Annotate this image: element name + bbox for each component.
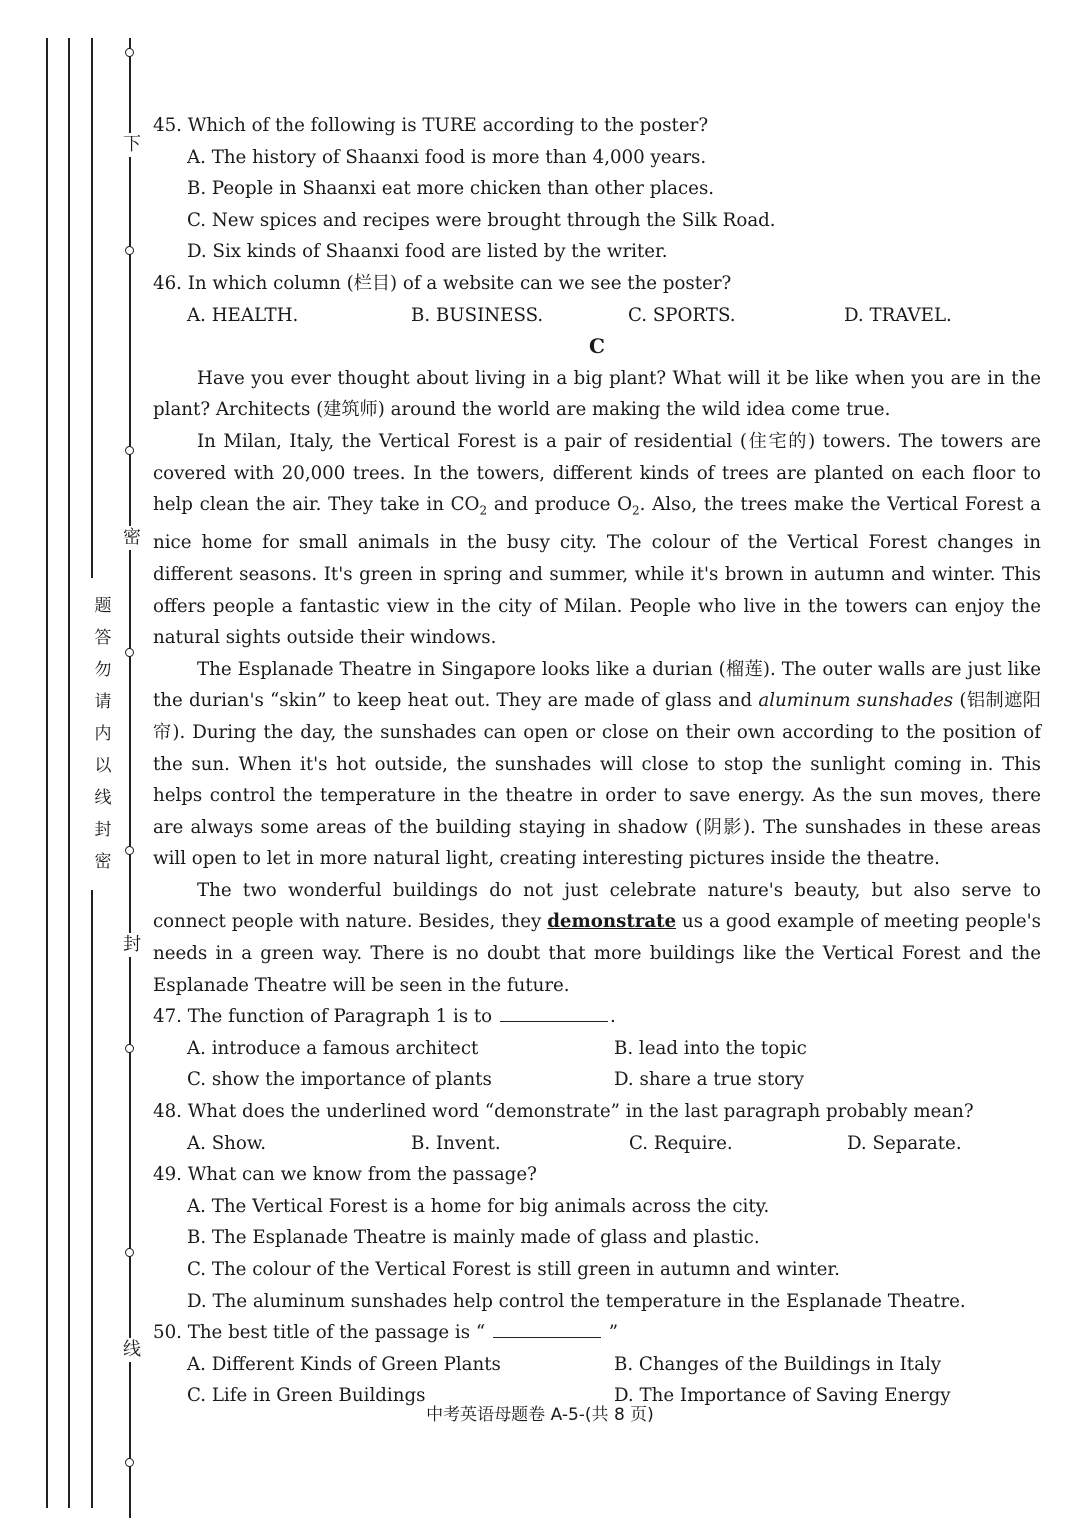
- answer-blank: [500, 1005, 608, 1022]
- paragraph-3: [153, 654, 1041, 875]
- seal-char-xian: 线: [120, 1338, 144, 1362]
- stem-text: 47. The function of Paragraph 1 is to: [153, 1006, 493, 1028]
- note-char: 内: [94, 724, 112, 744]
- binding-line: [46, 38, 48, 1508]
- paragraph-text: us a good example of meeting people's needs in a green way. There is no doubt that more buildings like the Vertical Forest and the Esplanade Theatre will be seen in the future.: [153, 911, 1041, 996]
- option: A. Different Kinds of Green Plants: [187, 1353, 501, 1375]
- seal-char-xia: 下: [120, 133, 144, 157]
- question-stem: [153, 1001, 1041, 1033]
- option-row: [153, 300, 1041, 332]
- seal-line: [129, 38, 131, 1518]
- subscript: 2: [479, 503, 488, 518]
- option-row: [153, 1128, 1041, 1160]
- binding-note: [90, 590, 116, 878]
- seal-char-mi: 密: [120, 526, 144, 550]
- paragraph-text: The Esplanade Theatre in Singapore looks like a durian (榴莲). The outer walls are just like the durian's “skin” to keep heat out. They are made of glass and: [153, 658, 1041, 712]
- paragraph-text: and produce O: [487, 494, 633, 516]
- seal-circle: [125, 246, 134, 255]
- paragraph-text: (铝制遮阳帘). During the day, the sunshades can open or close on their own according to the position of the sun. When it's hot outside, the sunshades will close to stop the sunlight coming in. This helps control the temperature in the theatre in order to save energy. As the sun moves, there are always some areas of the building staying in shadow (阴影). The sunshades in these areas will open to let in more natural light, creating interesting pictures inside the theatre.: [153, 690, 1041, 870]
- option: B. Invent.: [411, 1132, 501, 1154]
- question-45: [153, 110, 1041, 268]
- option: C. SPORTS.: [628, 304, 736, 326]
- stem-text: 50. The best title of the passage is “: [153, 1322, 486, 1344]
- option: B. BUSINESS.: [411, 304, 544, 326]
- passage-heading: C: [589, 334, 605, 359]
- seal-circle: [125, 648, 134, 657]
- binding-line: [68, 38, 70, 1508]
- question-47: [153, 1001, 1041, 1096]
- question-stem: 48. What does the underlined word “demonstrate” in the last paragraph probably mean?: [153, 1101, 974, 1123]
- seal-circle: [125, 446, 134, 455]
- option: D. share a true story: [614, 1069, 805, 1091]
- option: A. Show.: [187, 1132, 267, 1154]
- binding-line: [91, 38, 93, 578]
- option: A. HEALTH.: [187, 304, 299, 326]
- paragraph-4: [153, 875, 1041, 1001]
- option: A. The history of Shaanxi food is more than 4,000 years.: [187, 146, 707, 168]
- exam-content: [153, 110, 1041, 1412]
- paragraph-2: [153, 426, 1041, 654]
- seal-line-column: [118, 38, 148, 1518]
- question-49: [153, 1159, 1041, 1317]
- option-row: [153, 1033, 1041, 1065]
- option: D. The Importance of Saving Energy: [614, 1385, 951, 1407]
- option-row: [153, 1064, 1041, 1096]
- option: D. Six kinds of Shaanxi food are listed by the writer.: [187, 241, 668, 263]
- page-footer: 中考英语母题卷 A-5-(共 8 页): [426, 1405, 654, 1425]
- seal-circle: [125, 48, 134, 57]
- note-char: 以: [94, 756, 112, 776]
- note-char: 封: [94, 820, 112, 840]
- italic-term: aluminum sunshades: [758, 690, 954, 712]
- note-char: 线: [94, 788, 112, 808]
- note-char: 题: [94, 596, 112, 616]
- option: A. The Vertical Forest is a home for big animals across the city.: [187, 1195, 770, 1217]
- note-char: 答: [94, 628, 112, 648]
- option: C. Require.: [629, 1132, 733, 1154]
- stem-end: ”: [608, 1322, 619, 1344]
- question-50: [153, 1317, 1041, 1412]
- paragraph-1: Have you ever thought about living in a big plant? What will it be like when you are in the plant? Architects (建筑师) around the world are making the wild idea come true.: [153, 367, 1041, 421]
- question-stem: [153, 1317, 1041, 1349]
- paragraph-text: In Milan, Italy, the Vertical Forest is a pair of residential (住宅的) towers. The towers are covered with 20,000 trees. In the towers, different kinds of trees are planted on each floor to help clean the air. They take in CO: [153, 430, 1041, 516]
- stem-end: .: [609, 1006, 616, 1028]
- option: C. show the importance of plants: [187, 1069, 492, 1091]
- note-char: 密: [94, 852, 112, 872]
- option-row: [153, 1349, 1041, 1381]
- underlined-word: demonstrate: [547, 911, 677, 933]
- subscript: 2: [632, 503, 640, 518]
- option: A. introduce a famous architect: [187, 1037, 479, 1059]
- question-46: [153, 268, 1041, 331]
- option: C. New spices and recipes were brought through the Silk Road.: [187, 209, 776, 231]
- option: B. lead into the topic: [614, 1037, 807, 1059]
- option: B. People in Shaanxi eat more chicken than other places.: [187, 178, 715, 200]
- question-stem: 46. In which column (栏目) of a website can we see the poster?: [153, 272, 732, 294]
- seal-circle: [125, 1458, 134, 1467]
- note-char: 请: [94, 692, 112, 712]
- answer-blank: [493, 1321, 601, 1338]
- option: D. TRAVEL.: [844, 304, 952, 326]
- question-stem: 45. Which of the following is TURE according to the poster?: [153, 115, 709, 136]
- option: D. The aluminum sunshades help control the temperature in the Esplanade Theatre.: [187, 1290, 966, 1312]
- option: B. The Esplanade Theatre is mainly made of glass and plastic.: [187, 1227, 760, 1249]
- question-stem: 49. What can we know from the passage?: [153, 1164, 537, 1186]
- paragraph-text: . Also, the trees make the Vertical Forest a nice home for small animals in the busy city. The colour of the Vertical Forest changes in different seasons. It's green in spring and summer, while it's brown in autumn and winter. This offers people a fantastic view in the city of Milan. People who live in the towers can enjoy the natural sights outside their windows.: [153, 494, 1042, 649]
- question-48: [153, 1096, 1041, 1159]
- seal-circle: [125, 1044, 134, 1053]
- option: D. Separate.: [847, 1132, 962, 1154]
- seal-circle: [125, 846, 134, 855]
- option: C. Life in Green Buildings: [187, 1385, 426, 1407]
- seal-circle: [125, 1248, 134, 1257]
- option: B. Changes of the Buildings in Italy: [614, 1353, 942, 1375]
- note-char: 勿: [94, 660, 112, 680]
- option: C. The colour of the Vertical Forest is still green in autumn and winter.: [187, 1259, 840, 1281]
- paragraph-text: The two wonderful buildings do not just celebrate nature's beauty, but also serve to connect people with nature. Besides, they: [153, 879, 1041, 933]
- seal-char-feng: 封: [120, 933, 144, 957]
